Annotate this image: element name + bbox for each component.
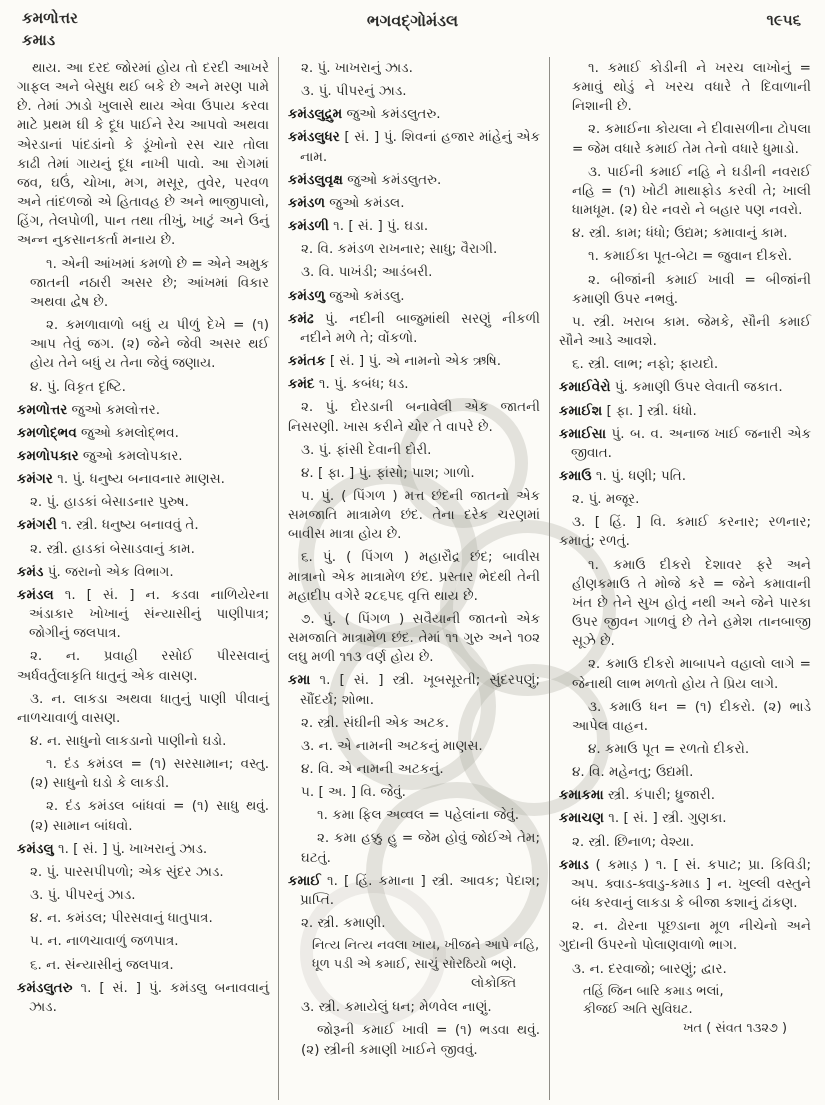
sense-paragraph: ૪. ન. કમંડલ; પીરસવાનું ધાતુપાત્ર. [30, 910, 213, 927]
sense-paragraph: ૬. સ્ત્રી. લાભ; નફો; ફાયદો. [572, 356, 719, 373]
idiom-paragraph: ૪. કમાઉ પૂત = રળતો દીકરો. [588, 741, 750, 757]
entry-paragraph: કમળોદ્ભવ જુઓ કમલોદ્ભવ. [17, 424, 179, 441]
entry-paragraph: કમંડળુ જુઓ કમંડલુ. [288, 287, 405, 304]
headword: કમળોપકાર [17, 447, 79, 464]
headword: કમંડલુવૃક્ષ [288, 171, 343, 188]
headword: કમાચણ [559, 810, 604, 827]
sense-paragraph: ૪. વિ. એ નામની અટકનું. [301, 761, 444, 777]
entry-paragraph: કમાઈસા પું. બ. વ. અનાજ ખાઈ જનારી એક જીવાત. [559, 425, 811, 461]
headword: કમંદ [288, 376, 315, 393]
dictionary-column-2 [278, 57, 549, 1100]
sense-paragraph: ૪. [ ફા. ] પું. ફાંસો; પાશ; ગાળો. [301, 464, 475, 481]
sense-paragraph: ૩. ન. એ નામની અટકનું માણસ. [301, 737, 483, 754]
sense-paragraph: ૩. વિ. પાખંડી; આડંબરી. [301, 264, 433, 281]
sense-paragraph: ૬. ન. સંન્યાસીનું જલપાત્ર. [30, 956, 174, 973]
page-number: ૧૯૫૬ [766, 11, 801, 29]
headword: કમંડલુધર [288, 129, 340, 146]
entry-paragraph: કમંગરી ૧. સ્ત્રી. ધનુષ્ય બનાવવું તે. [17, 517, 199, 534]
headword: કમંડલુ [17, 840, 54, 857]
idiom-paragraph: ૨. કમાઈના કોયલા ને દીવાસળીના ટોપલા = જેમ વધારે કમાઈ તેમ તેનો વધારે ધુમાડો. [572, 121, 811, 157]
entry-paragraph: કમંડળ જુઓ કમંડલ. [288, 194, 405, 211]
idiom-paragraph: ૧. કમા ફિલ અવ્વલ = પહેલાંના જેવું. [317, 807, 519, 824]
sense-paragraph: ૫. પું. ( પિંગળ ) મત્ત છંદની જાતનો એક સમજાતિ માત્રામેળ છંદ. તેના દરેક ચરણમાં બાવીસ માત્રા હોય છે. [288, 487, 540, 543]
entry-paragraph: કમંડલુવૃક્ષ જુઓ કમંડલુતરુ. [288, 171, 442, 188]
entry-paragraph: કમાચણ ૧. [ સં. ] સ્ત્રી. ગુણકા. [559, 810, 727, 827]
entry-paragraph: કમંદ ૧. પું. કબંધ; ધડ. [288, 376, 409, 393]
sense-paragraph: ૭. પું. ( પિંગળ ) સવૈયાની જાતનો એક સમજાતિ માત્રામેળ છંદ. તેમાં ૧૧ ગુરુ અને ૧૦૨ લઘુ મળી ૧૧૩ વર્ણ હોય છે. [288, 610, 540, 666]
idiom-paragraph: ૨. દંડ કમંડલ બાંધવાં = (૧) સાધુ થવું. (૨) સામાન બાંધવો. [30, 798, 269, 834]
idiom-paragraph: ૧. દંડ કમંડલ = (૧) સરસામાન; વસ્તુ. (૨) સાધુનો ઘડો કે લાકડી. [30, 756, 269, 792]
sense-paragraph: ૩. પું. ફાંસી દેવાની દોરી. [301, 441, 432, 458]
headword-range-start: કમળોત્તર [22, 9, 78, 27]
sense-paragraph: ૪. પું. વિકૃત દૃષ્ટિ. [30, 378, 126, 395]
headword: કમંડળુ [288, 287, 326, 304]
headword: કમંઢ [288, 310, 314, 327]
headword: કમાઈ [288, 872, 321, 889]
headword: કમા [288, 672, 311, 689]
headword: કમાઈશ [559, 402, 603, 419]
entry-paragraph: કમળોત્તર જુઓ કમલોત્તર. [17, 401, 161, 418]
headword: કમળોદ્ભવ [17, 424, 77, 441]
sense-paragraph: ૨. પું. ખાખરાનું ઝાડ. [301, 60, 413, 76]
entry-paragraph: કમંઢ પું. નદીની બાજુમાંથી સરણું નીકળી નદીને મળે તે; વોંકળો. [288, 310, 540, 346]
headword: કમંતક [288, 353, 326, 370]
sense-paragraph: ૨. સ્ત્રી. છિનાળ; વેશ્યા. [572, 833, 695, 850]
sense-paragraph: ૪. ન. સાધુનો લાકડાનો પાણીનો ઘડો. [30, 733, 227, 749]
sense-paragraph: ૫. સ્ત્રી. ખરાબ કામ. જેમકે, સૌની કમાઈ સૌને આડે આવશે. [559, 313, 811, 350]
headword-range-end: કમાડ [22, 30, 56, 49]
headword: કમાડ [559, 856, 589, 873]
headword: કમંડ [17, 563, 44, 580]
attribution: ખત ( સંવત ૧૩૨૭ ) [682, 1021, 787, 1037]
entry-paragraph: કમાકમા સ્ત્રી. કંપારી; ધ્રુજારી. [559, 787, 715, 804]
idiom-paragraph: ૨. બીજાંની કમાઈ ખાવી = બીજાંની કમાણી ઉપર નભવું. [572, 271, 811, 307]
sense-paragraph: ૨. પું. પારસપીપળો; એક સુંદર ઝાડ. [30, 863, 224, 880]
entry-paragraph: કમા ૧. [ સં. ] સ્ત્રી. ખૂબસૂરતી; સુંદરપણું; સૌંદર્ય; શોભા. [288, 672, 540, 708]
headword: કમાકમા [559, 787, 604, 804]
entry-paragraph: કમંડળી ૧. [ સં. ] પું. ઘડા. [288, 218, 429, 235]
sense-paragraph: ૨. સ્ત્રી. સંઘીની એક અટક. [301, 714, 450, 731]
entry-paragraph: કમંડલુધર [ સં. ] પું. શિવનાં હજાર માંહેનું એક નામ. [288, 129, 540, 165]
headword: કમંડલુતરુ [17, 979, 73, 996]
headword: કમંડલ [17, 586, 54, 603]
entry-paragraph: કમંડલુ ૧. [ સં. ] પું. ખાખરાનું ઝાડ. [17, 840, 208, 857]
sense-paragraph: ૩. સ્ત્રી. કમાયેલું ધન; મેળવેલ નાણું. [301, 999, 492, 1016]
sense-paragraph: ૨. પું. દોરડાની બનાવેલી એક જાતની નિસરણી. ખાસ કરીને ચોર તે વાપરે છે. [288, 399, 540, 435]
page-header [22, 8, 803, 54]
sense-paragraph: ૨. સ્ત્રી. હાડકાં બેસાડવાનું કામ. [30, 540, 195, 557]
verse-paragraph: નિત્ય નિત્ય નવલા ખાય, ખીજને આપે નહિ, ધૂળ પડી એ કમાઈ, સાચું સોરઠિયો ભણે. [312, 938, 540, 972]
headword: કમાઈસા [559, 425, 607, 442]
entry-paragraph: કમંડલુતરુ ૧. [ સં. ] પું. કમંડલુ બનાવવાનું ઝાડ. [17, 979, 269, 1015]
headword: કમંગર [17, 471, 53, 488]
idiom-paragraph: ૧. કમાઈ કોડીની ને ખરચ લાખોનું = કમાવું થોડું ને ખરચ વધારે તે દિવાળાની નિશાની છે. [572, 60, 811, 115]
book-title: ભગવદ્ગોમંડલ [366, 11, 459, 30]
sense-paragraph: ૫. [ અ. ] વિ. જેવું. [301, 784, 406, 801]
sense-paragraph: ૨. પું. હાડકાં બેસાડનાર પુરુષ. [30, 494, 189, 511]
entry-paragraph: કમાઈશ [ ફા. ] સ્ત્રી. ધંધો. [559, 402, 697, 419]
idiom-paragraph: ૧. કમાઉ દીકરો દેશાવર ફરે અને હીણકમાઉ તે મોજે કરે = જેને કમાવાની ખંત છે તેને સુખ હોતું નથી અને જેને પારકા ઉપર જીવન ગાળવું છે તેને હમેશ તાનબાજી સૂઝે છે. [572, 556, 811, 650]
sense-paragraph: ૩. પું. પીપરનું ઝાડ. [301, 83, 407, 100]
entry-paragraph: કમાઈવેરો પું. કમાણી ઉપર લેવાતી જકાત. [559, 379, 783, 396]
idiom-paragraph: ૧. કમાઈકા પૂત-બેટા = જુવાન દીકરો. [588, 248, 793, 265]
sense-paragraph: ૩. ન. દરવાજો; બારણું; દ્વાર. [572, 960, 727, 977]
sense-paragraph: ૨. પું. મજૂર. [572, 491, 640, 508]
entry-paragraph: કમંગર ૧. પું. ધનુષ્ય બનાવનાર માણસ. [17, 471, 225, 488]
headword: કમંગરી [17, 517, 57, 534]
headword: કમંડલુદ્રુમ [288, 106, 343, 123]
continuation-paragraph: થાય. આ દરદ જોરમાં હોય તો દરદી આખરે ગાફલ અને બેસુધ થઈ બકે છે અને મરણ પામે છે. તેમાં ઝાડો ખુલાસે થાય એવા ઉપાય કરવા માટે પ્રથમ ઘી કે દૂધ પાઈને રેચ આપવો અથવા એરડાનાં પાંદડાંનો કે ડૂંખોનો રસ ચાર તોલા કાઢી તેમાં ગાયનું દૂધ નાખી પાવો. આ રોગમાં જવ, ઘઉં, ચોખા, મગ, મસૂર, તુવેર, પરવળ અને તાંદળજો એ હિતાવહ છે અને ભાજીપાલો, હિંગ, તેલપોળી, પાન તથા તીખું, ખાટું અને ઉનું અન્ન નુકસાનકર્તા મનાય છે. [17, 60, 269, 249]
entry-paragraph: કમાડ ( કમાડ઼ ) ૧. [ સં. કપાટ; પ્રા. કિવિડી; અપ. ક્વાડ-ક્વાડુ-કમાડ ] ન. ખુલ્લી વસ્તુને બંધ કરવાનું લાકડા કે બીજા કશાનું ઢાંકણ. [559, 856, 811, 912]
sense-paragraph: ૫. ન. નાળચાવાળું જળપાત્ર. [30, 933, 179, 950]
entry-paragraph: કમાઉ ૧. પું. ધણી; પતિ. [559, 467, 687, 484]
verse-paragraph: તહિં જિન બારિ કમાડ ભલાં, કીજઈ અતિ સુવિઘટ. [583, 983, 724, 1018]
entry-paragraph: કમળોપકાર જુઓ કમલોપકાર. [17, 447, 183, 464]
idiom-paragraph: ૩. પાઈની કમાઈ નહિ ને ઘડીની નવરાઈ નહિ = (૧) ખોટી માથાફોડ કરવી તે; ખાલી ધામધૂમ. (૨) ઘેર નવરો ને બહાર પણ નવરો. [572, 163, 811, 219]
headword: કમંડળી [288, 218, 329, 235]
entry-paragraph: કમંડલુદ્રુમ જુઓ કમંડલુતરુ. [288, 106, 441, 123]
sense-paragraph: ૩. પું. પીપરનું ઝાડ. [30, 887, 136, 904]
entry-paragraph: કમંડલ ૧. [ સં. ] ન. કડવા નાળિયેરના અંડાકાર ખોખાનું સંન્યાસીનું પાણીપાત્ર; જોગીનું જલપાત્ર. [17, 586, 269, 642]
idiom-paragraph: ૨. કમાઉ દીકરો માબાપને વહાલો લાગે = જેનાથી લાભ મળતો હોય તે પ્રિય લાગે. [572, 656, 811, 692]
headword: કમંડળ [288, 194, 326, 211]
sense-paragraph: ૩. ન. લાકડા અથવા ધાતુનું પાણી પીવાનું નાળચાવાળું વાસણ. [17, 690, 269, 726]
entry-paragraph: કમાઈ ૧. [ હિં. કમાના ] સ્ત્રી. આવક; પેદાશ; પ્રાપ્તિ. [288, 872, 540, 908]
dictionary-column-3 [549, 57, 820, 1100]
headword: કમળોત્તર [17, 401, 68, 418]
entry-paragraph: કમંતક [ સં. ] પું. એ નામનો એક ઋષિ. [288, 353, 502, 370]
idiom-paragraph: ૨. કમળાવાળો બધું ય પીળું દેખે = (૧) આપ તેવું જગ. (૨) જેને જેવી અસર થઈ હોય તેને બધું ય તેના જેવું જણાય. [30, 317, 269, 372]
idiom-paragraph: ૩. કમાઉ ધન = (૧) દીકરો. (૨) ભાડે આપેલ વાહન. [572, 698, 811, 734]
sense-paragraph: ૪. વિ. મહેનતુ; ઉદ્યમી. [572, 764, 694, 781]
sense-paragraph: ૨. ન. ઢોરના પૂછડાના મૂળ નીચેનો અને ગુદાની ઉપરનો પોલાણવાળો ભાગ. [559, 918, 811, 954]
attribution: લોકોક્તિ [471, 975, 516, 991]
headword: કમાઈવેરો [559, 379, 611, 396]
sense-paragraph: ૩. [ હિં. ] વિ. કમાઈ કરનાર; રળનાર; કમાતું; રળતું. [559, 514, 811, 550]
idiom-paragraph: ૧. એની આંખમાં કમળો છે = એને અમુક જાતની નઠારી અસર છે; આંખમાં વિકાર અથવા દ્વેષ છે. [30, 255, 269, 310]
sense-paragraph: ૨. ન. પ્રવાહી રસોઈ પીરસવાનું અર્ધવર્તુલાકૃતિ ધાતુનું એક વાસણ. [17, 648, 269, 684]
headword: કમાઉ [559, 467, 592, 484]
entry-paragraph: કમંડ પું. જરાનો એક વિભાગ. [17, 563, 174, 580]
dictionary-column-1 [8, 57, 278, 1100]
idiom-paragraph: જોરૂની કમાઈ ખાવી = (૧) ભડવા થવું. (૨) સ્ત્રીની કમાણી ખાઈને જીવવું. [301, 1022, 540, 1058]
idiom-paragraph: ૨. કમા હક્કુ હુ = જેમ હોવું જોઈએ તેમ; ઘટતું. [301, 830, 540, 866]
sense-paragraph: ૨. વિ. કમંડળ રાખનાર; સાધુ; વૈરાગી. [301, 241, 498, 258]
sense-paragraph: ૬. પું. ( પિંગળ ) મહારૌદ્ર છંદ; બાવીસ માત્રાનો એક માત્રામેળ છંદ. પ્રસ્તાર ભેદથી તેની મહાદીપ વગેરે ૨૮૬૫૬ વૃત્તિ થાય છે. [288, 549, 540, 604]
sense-paragraph: ૨. સ્ત્રી. કમાણી. [301, 915, 386, 932]
column-container [8, 57, 820, 1100]
sense-paragraph: ૪. સ્ત્રી. કામ; ધંધો; ઉદ્યમ; કમાવાનું કામ. [572, 225, 788, 242]
